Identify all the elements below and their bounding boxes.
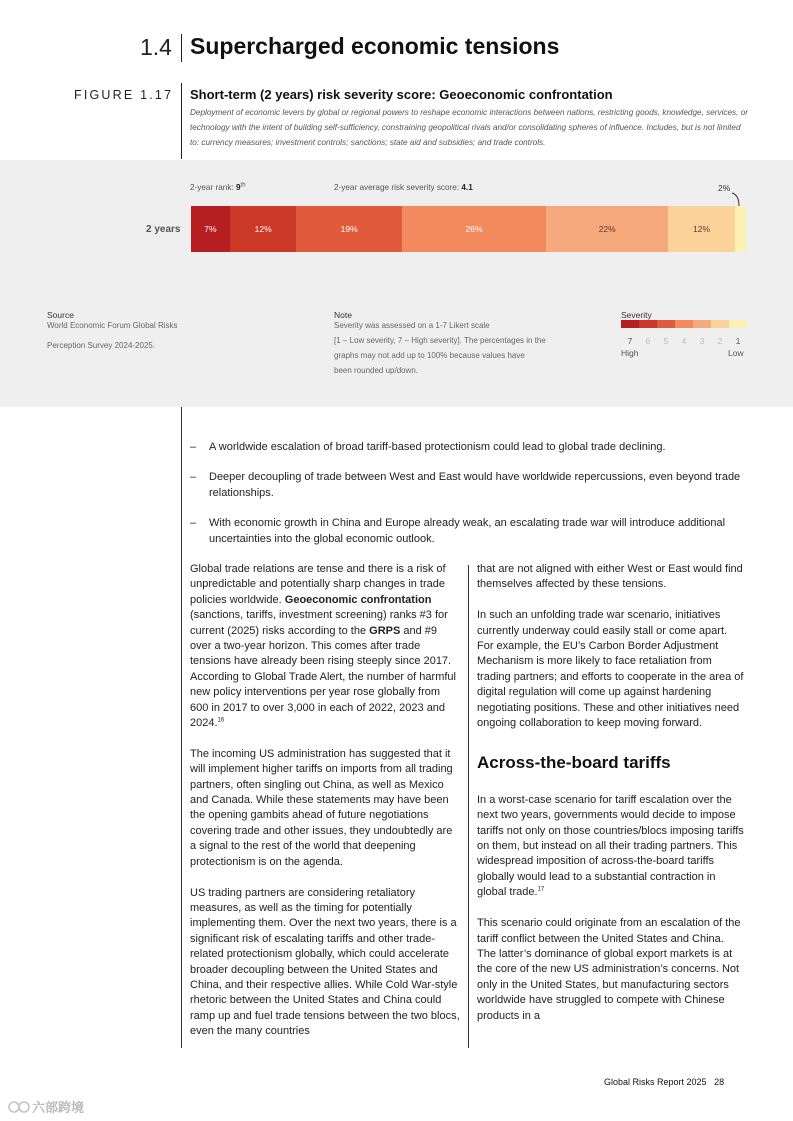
- bar-segment-severity-1: [735, 206, 746, 252]
- right-paragraph-1: that are not aligned with either West or East would find themselves affected by these tensions.: [477, 563, 743, 591]
- left-column: [190, 562, 460, 1055]
- legend-number-6: 6: [645, 336, 651, 346]
- report-name: Global Risks Report 2025: [604, 1077, 707, 1087]
- footnote-ref-17: 17: [537, 886, 545, 893]
- source-text-2: Perception Survey 2024-2025.: [47, 341, 156, 350]
- source-text-1: World Economic Forum Global Risks: [47, 321, 178, 330]
- figure-divider: [181, 83, 182, 159]
- grps-term: GRPS: [369, 624, 401, 637]
- legend-swatch-7: [621, 320, 639, 328]
- rank-value: 9: [235, 183, 241, 192]
- footnote-ref-16: 16: [217, 717, 225, 724]
- rank-label: 2-year rank: 9th: [190, 182, 246, 192]
- note-text-4: been rounded up/down.: [334, 366, 419, 375]
- bar-segment-label: 12%: [254, 224, 272, 234]
- bar-segment-severity-7: [191, 206, 230, 252]
- watermark-logo-icon: [8, 1099, 32, 1115]
- left-paragraph-3: US trading partners are considering retaliatory measures, as well as the timing for potentially implementing them. Over the next two years, there is a significant risk of escalating tariffs and other trade-related protectionism globally, which could accelerate broader decoupling between the United States and China, and their respective allies. While Cold War-style rhetoric between the United States and China could ramp up and fuel trade tensions between the two blocs, even the many countries: [190, 886, 460, 1038]
- bullet-item: – A worldwide escalation of broad tariff-based protectionism could lead to global trade declining.: [190, 441, 666, 453]
- note-text-3: graphs may not add up to 100% because values have: [334, 351, 525, 360]
- bar-row-label: 2 years: [146, 224, 181, 235]
- watermark: [8, 1097, 84, 1116]
- right-paragraph-2: In such an unfolding trade war scenario, initiatives currently underway could easily stall or come apart. For example, the EU’s Carbon Border Adjustment Mechanism is more likely to face retaliation from trading partners; and efforts to cooperate in the area of digital regulation will come up against hardening negotiating positions. These and other initiatives need ongoing collaboration to keep moving forward.: [477, 609, 744, 730]
- left-column-rule: [181, 407, 182, 1048]
- page-number: 28: [714, 1077, 725, 1087]
- bullet-item: – With economic growth in China and Europe already weak, an escalating trade war will introduce additional uncertainties into the global economic outlook.: [190, 517, 726, 545]
- figure-description: Deployment of economic levers by global or regional powers to reshape economic interactions between nations, restricting goods, knowledge, services, or technology with the intent of building self-sufficiency, constraining geopolitical rivals and/or consolidating spheres of influence. Includes, but is not limited to: currency measures; investment controls; sanctions; state aid and subsidies; and trade controls.: [190, 108, 748, 147]
- watermark-text: 六部跨境: [32, 1100, 85, 1115]
- bar-segment-label: 19%: [340, 224, 358, 234]
- bar-segment-label: 7%: [204, 224, 217, 234]
- legend-number-4: 4: [681, 336, 687, 346]
- bar-segment-severity-4: [402, 206, 546, 252]
- section-divider: [181, 34, 182, 62]
- average-score-value: 4.1: [461, 183, 473, 192]
- legend-numbers: [621, 336, 747, 346]
- right-paragraph-3: In a worst-case scenario for tariff escalation over the next two years, governments would decide to impose tariffs not only on those countries/blocs imposing tariffs on them, but instead on all their trading partners. This widespread imposition of across-the-board tariffs globally would lead to a substantial contraction in global trade.$^{17}$: [477, 793, 744, 899]
- right-column: [477, 562, 745, 1039]
- legend-swatch-3: [693, 320, 711, 328]
- note-text-2: [1 – Low severity, 7 – High severity]. The percentages in the: [334, 336, 546, 345]
- bar-segment-severity-5: [296, 206, 401, 252]
- figure-title: Short-term (2 years) risk severity score: Geoeconomic confrontation: [190, 87, 613, 102]
- subsection-heading: Across-the-board tariffs: [477, 753, 671, 773]
- legend-number-1: 1: [735, 336, 741, 346]
- legend-swatch-2: [711, 320, 729, 328]
- legend-number-5: 5: [663, 336, 669, 346]
- bar-segment-label: 26%: [465, 224, 483, 234]
- bullet-item: – Deeper decoupling of trade between West and East would have worldwide repercussions, even beyond trade relationships.: [190, 471, 741, 499]
- outside-percent-label: 2%: [718, 183, 731, 193]
- page-footer: [604, 1077, 724, 1087]
- legend-swatch-6: [639, 320, 657, 328]
- legend-low-label: Low: [728, 348, 744, 358]
- middle-column-rule: [468, 565, 469, 1048]
- left-paragraph-2: The incoming US administration has suggested that it will implement higher tariffs on imports from all trading partners, often singling out China, as well as Mexico and Canada. While these statements may have been the opening gambits ahead of future negotiations covering trade and other issues, they undoubtedly are a signal to the rest of the world that deepening protectionism is on the agenda.: [190, 747, 453, 868]
- figure-label: FIGURE 1.17: [74, 88, 174, 102]
- bar-segment-severity-2: [668, 206, 735, 252]
- legend-number-2: 2: [717, 336, 723, 346]
- legend-title: Severity: [621, 310, 652, 320]
- legend-swatches: [621, 320, 747, 328]
- legend-number-7: 7: [627, 336, 633, 346]
- bar-segment-severity-6: [230, 206, 297, 252]
- bar-segment-label: 12%: [693, 224, 711, 234]
- legend-swatch-5: [657, 320, 675, 328]
- section-number: 1.4: [140, 34, 172, 60]
- right-paragraph-4: This scenario could originate from an escalation of the tariff conflict between the United States and China. The latter’s dominance of global export markets is at the core of the new US administration’s concerns. Not only in the United States, but manufacturing sectors worldwide have struggled to compete with Chinese products in a: [477, 917, 741, 1022]
- left-paragraph-1: Global trade relations are tense and there is a risk of unpredictable and potentially sharp changes in trade policies worldwide. Geoeconomic confrontation (sanctions, tariffs, investment screening) ranks #3 for current (2025) risks according to the GRPS and #9 over a two-year horizon. This comes after trade tensions have already been rising steeply since 2017. According to Global Trade Alert, the number of harmful new policy interventions per year rose globally from 600 in 2017 to over 3,000 in each of 2022, 2023 and 2024.16: [190, 563, 456, 730]
- legend-high-label: High: [621, 348, 639, 358]
- legend-swatch-1: [729, 320, 747, 328]
- bar-segment-label: 22%: [598, 224, 616, 234]
- geoeconomic-confrontation-term: Geoeconomic confrontation: [284, 593, 432, 606]
- note-heading: Note: [334, 310, 352, 320]
- legend-swatch-4: [675, 320, 693, 328]
- stacked-bar: [191, 206, 746, 252]
- note-text-1: Severity was assessed on a 1-7 Likert scale: [334, 321, 490, 330]
- legend-number-3: 3: [699, 336, 705, 346]
- bar-segment-severity-3: [546, 206, 668, 252]
- average-score: 2-year average risk severity score: 4.1: [334, 183, 473, 192]
- section-title: Supercharged economic tensions: [190, 33, 560, 59]
- source-heading: Source: [47, 310, 74, 320]
